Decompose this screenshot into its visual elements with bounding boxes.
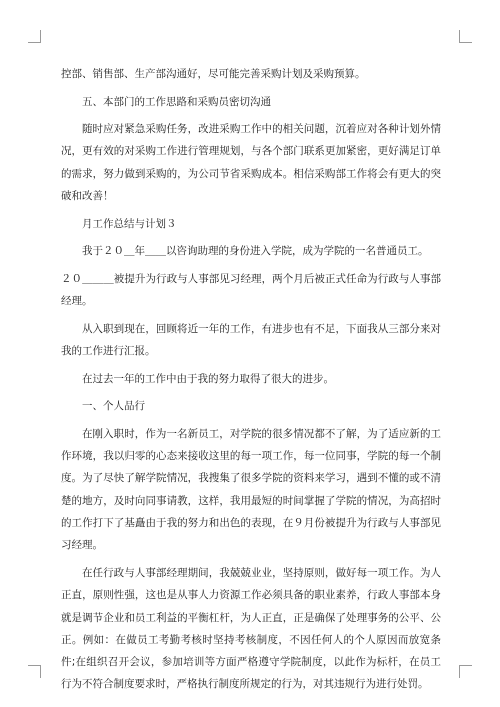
paragraph-manager-duties: 在任行政与人事部经理期间，我兢兢业业，坚持原则，做好每一项工作。为人正直，原则性强，这也是从事人力资源工作必须具备的职业素养，行政人事部本身就是调节企业和员工利益的平衡杠杆，为人正直，正是确保了处理事务的公平、公正。例如：在做员工考勤考核时坚持考核制度，不因任何人的个人原因而放宽条件;在组织召开会议，参加培训等方面严格遵守学院制度，以此作为标杆，在员工行为不符合制度要求时，严格执行制度所规定的行为，对其违规行为进行处罚。	[61, 566, 441, 691]
crop-mark-bottom-right	[459, 665, 472, 678]
paragraph-urgent-procurement: 随时应对紧急采购任务，改进采购工作中的相关问题，沉着应对各种计划外情况，更有效的对采购工作进行管理规划，与各个部门联系更加紧密，更好满足订单的需求，努力做到采购的，为公司节省采购成本。相信采购部工作将会有更大的突破和改善！	[61, 123, 441, 203]
crop-mark-top-left	[28, 30, 41, 43]
crop-mark-bottom-left	[28, 665, 41, 678]
paragraph-review-intro: 从入职到现在，回顾将近一年的工作，有进步也有不足，下面我从三部分来对我的工作进行汇报。	[61, 322, 441, 358]
paragraph-promotion: ２０＿＿＿被提升为行政与人事部见习经理，两个月后被正式任命为行政与人事部经理。	[61, 272, 441, 308]
paragraph-procurement-plan: 控部、销售部、生产部沟通好，尽可能完善采购计划及采购预算。	[61, 68, 366, 80]
paragraph-joined-college: 我于２０＿年＿＿以咨询助理的身份进入学院，成为学院的一名普通员工。	[82, 245, 429, 258]
section-title-monthly-summary-3: 月工作总结与计划３	[82, 217, 177, 230]
paragraph-progress: 在过去一年的工作中由于我的努力取得了很大的进步。	[82, 372, 334, 385]
document-body	[61, 63, 441, 701]
paragraph-new-employee: 在刚入职时，作为一名新员工，对学院的很多情况都不了解，为了适应新的工作环境，我以归零的心态来接收这里的每一项工作，每一位同事，学院的每一个制度。为了尽快了解学院情况，我搜集了很多学院的资料来学习，遇到不懂的或不清楚的地方，及时向同事请教，这样，我用最短的时间掌握了学院的情况，为高招时的工作打下了基矗由于我的努力和出色的表现，在９月份被提升为行政与人事部见习经理。	[61, 427, 441, 552]
crop-mark-top-right	[459, 30, 472, 43]
section-heading-personal-conduct: 一、个人品行	[82, 400, 145, 413]
section-heading-work-ideas: 五、本部门的工作思路和采购员密切沟通	[82, 95, 271, 108]
